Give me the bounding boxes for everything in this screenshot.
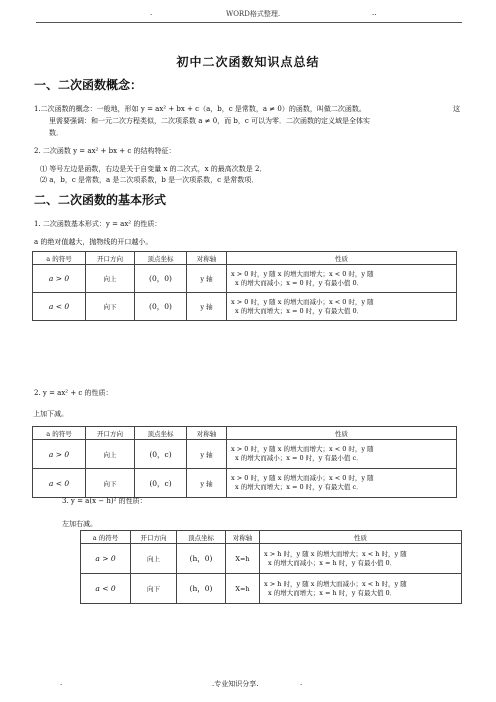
cell-direction: 向上: [86, 265, 135, 293]
th-sign: a 的符号: [81, 531, 131, 544]
th-axis: 对称轴: [226, 531, 260, 544]
th-property: 性质: [227, 252, 457, 265]
cell-property: [260, 574, 462, 604]
cell-sign: a < 0: [81, 574, 131, 604]
sec1-sub2: ⑵ a，b，c 是常数，a 是二次项系数，b 是一次项系数，c 是常数项．: [40, 176, 259, 184]
th-axis: 对称轴: [187, 252, 227, 265]
table-header-row: [33, 252, 457, 265]
th-property: 性质: [227, 427, 457, 440]
th-vertex: 顶点坐标: [135, 252, 187, 265]
cell-direction: 向下: [86, 293, 135, 321]
footer-center: .专业知识分享.: [212, 680, 259, 688]
header-right: ..: [372, 9, 377, 17]
th-direction: 开口方向: [86, 427, 135, 440]
form1-note: a 的绝对值越大，抛物线的开口越小。: [34, 238, 153, 246]
th-vertex: 顶点坐标: [177, 531, 226, 544]
th-axis: 对称轴: [187, 427, 227, 440]
th-direction: 开口方向: [86, 252, 135, 265]
th-sign: a 的符号: [33, 252, 86, 265]
prop-line: x > 0 时，y 随 x 的增大而减小；x < 0 时，y 随: [231, 474, 374, 482]
form2-title: 2. y = ax² + c 的性质：: [34, 389, 113, 397]
table-row: [33, 469, 457, 498]
form1-title: 1. 二次函数基本形式：y = ax² 的性质：: [34, 220, 162, 228]
cell-axis: X=h: [226, 544, 260, 574]
prop-line: x 的增大而减小；x = 0 时，y 有最小值 0．: [235, 278, 364, 287]
form3-note: 左加右减。: [62, 520, 97, 528]
prop-line: x > 0 时，y 随 x 的增大而增大；x < 0 时，y 随: [231, 269, 374, 278]
sec1-item1-line1: [34, 104, 366, 114]
cell-vertex: (h，0): [177, 544, 226, 574]
table-form1: [32, 251, 457, 321]
cell-vertex: (0，c): [135, 440, 187, 469]
section-2-heading: 二、二次函数的基本形式: [34, 193, 167, 207]
cell-axis: y 轴: [187, 469, 227, 498]
th-sign: a 的符号: [33, 427, 86, 440]
table-row: [81, 574, 462, 604]
cell-direction: 向上: [86, 440, 135, 469]
cell-axis: X=h: [226, 574, 260, 604]
th-property: 性质: [260, 531, 462, 544]
prop-line: x 的增大而增大；x = h 时，y 有最大值 0．: [268, 588, 397, 597]
sec1-item1-tail: 这: [453, 105, 460, 113]
cell-vertex: (h，0): [177, 574, 226, 604]
prop-line: x > h 时，y 随 x 的增大而增大；x < h 时，y 随: [264, 549, 407, 558]
table-form2: [32, 426, 457, 498]
sec1-item1-line3: 数．: [49, 129, 63, 137]
cell-property: [227, 440, 457, 469]
prop-line: x 的增大而增大；x = 0 时，y 有最大值 c．: [235, 483, 363, 491]
prop-line: x > 0 时，y 随 x 的增大而增大；x < 0 时，y 随: [231, 445, 374, 453]
table-row: [33, 293, 457, 321]
document-title: 初中二次函数知识点总结: [176, 55, 320, 69]
table-header-row: [33, 427, 457, 440]
cell-axis: y 轴: [187, 265, 227, 293]
footer-left: .: [60, 679, 63, 687]
cell-sign: a > 0: [33, 265, 86, 293]
table-row: [33, 265, 457, 293]
cell-property: [227, 469, 457, 498]
cell-direction: 向下: [86, 469, 135, 498]
th-vertex: 顶点坐标: [135, 427, 187, 440]
table-row: [33, 440, 457, 469]
sec1-item1-text: 1.二次函数的概念：一般地，形如 y = ax² + bx + c（a，b，c 是常数，a ≠ 0）的函数，叫做二次函数。: [34, 105, 366, 113]
footer-right: .: [300, 679, 303, 687]
cell-sign: a < 0: [33, 293, 86, 321]
table-header-row: [81, 531, 462, 544]
page-header: [0, 9, 496, 21]
prop-line: x 的增大而增大；x = 0 时，y 有最大值 0．: [235, 306, 364, 315]
form2-note: 上加下减。: [33, 410, 68, 418]
cell-sign: a > 0: [81, 544, 131, 574]
sec1-item2: 2. 二次函数 y = ax² + bx + c 的结构特征：: [34, 147, 176, 155]
prop-line: x > 0 时，y 随 x 的增大而减小；x < 0 时，y 随: [231, 297, 374, 306]
prop-line: x 的增大而减小；x = 0 时，y 有最小值 c．: [235, 454, 363, 462]
header-center: WORD格式整理.: [226, 10, 281, 18]
header-rule: [36, 22, 462, 23]
cell-vertex: (0，0): [135, 265, 187, 293]
prop-line: x > h 时，y 随 x 的增大而减小；x < h 时，y 随: [264, 579, 407, 588]
cell-vertex: (0，0): [135, 293, 187, 321]
header-left: .: [150, 9, 153, 17]
table-row: [81, 544, 462, 574]
prop-line: x 的增大而减小；x = h 时，y 有最小值 0．: [268, 558, 397, 567]
cell-axis: y 轴: [187, 293, 227, 321]
cell-direction: 向上: [131, 544, 177, 574]
cell-property: [227, 293, 457, 321]
cell-property: [260, 544, 462, 574]
table-form3: [80, 530, 462, 604]
sec1-item1-line2: 里需要强调：和一元二次方程类似，二次项系数 a ≠ 0，而 b，c 可以为零．二次函数的定义域是全体实: [49, 117, 371, 125]
th-direction: 开口方向: [131, 531, 177, 544]
section-1-heading: 一、二次函数概念：: [34, 78, 143, 92]
form3-title: 3. y = a(x − h)² 的性质：: [62, 497, 147, 505]
sec1-sub1: ⑴ 等号左边是函数，右边是关于自变量 x 的二次式，x 的最高次数是 2．: [40, 165, 267, 173]
page-footer: [0, 679, 496, 689]
cell-axis: y 轴: [187, 440, 227, 469]
cell-vertex: (0，c): [135, 469, 187, 498]
cell-sign: a > 0: [33, 440, 86, 469]
cell-direction: 向下: [131, 574, 177, 604]
cell-property: [227, 265, 457, 293]
cell-sign: a < 0: [33, 469, 86, 498]
